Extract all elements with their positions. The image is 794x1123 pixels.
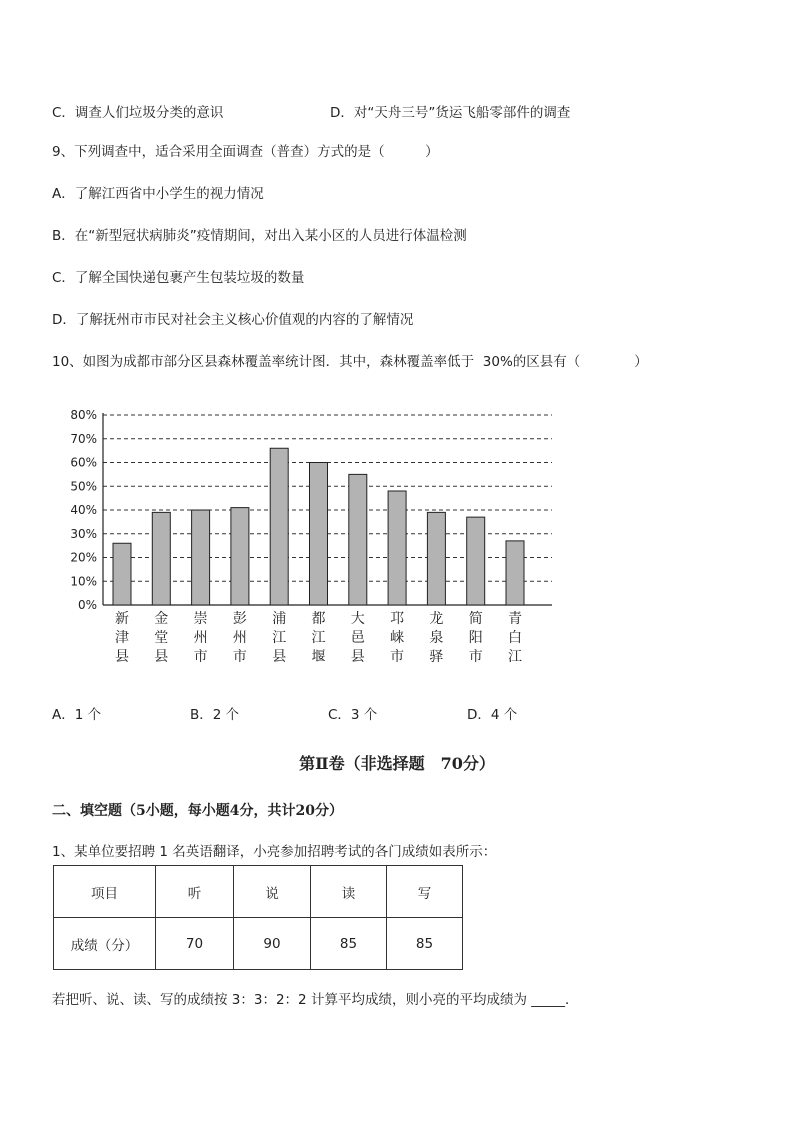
table-cell: 写	[387, 866, 463, 918]
x-tick-label: 彭州市	[232, 611, 247, 665]
bar	[506, 541, 524, 605]
q9-option-a: A．了解江西省中小学生的视力情况	[52, 186, 264, 202]
table-cell: 90	[234, 918, 311, 970]
y-tick-label: 30%	[70, 526, 97, 541]
score-table	[53, 865, 463, 970]
bar	[231, 508, 249, 605]
x-tick-label: 邛崃市	[390, 611, 405, 665]
table-cell: 读	[311, 866, 387, 918]
bar	[152, 512, 170, 605]
table-cell: 项目	[54, 866, 156, 918]
y-tick-label: 0%	[77, 598, 97, 612]
table-cell: 说	[234, 866, 311, 918]
bar	[192, 510, 210, 605]
q9-option-d: D．了解抚州市市民对社会主义核心价值观的内容的了解情况	[52, 312, 414, 328]
q10-option-a: A．1 个	[52, 707, 102, 723]
q10-option-d: D．4 个	[467, 707, 518, 723]
q9-option-c: C．了解全国快递包裹产生包装垃圾的数量	[52, 270, 305, 286]
fill-q1-question: 若把听、说、读、写的成绩按 3：3：2：2 计算平均成绩，则小亮的平均成绩为 _____．	[52, 992, 579, 1008]
q10-option-c: C．3 个	[328, 707, 378, 723]
table-cell: 听	[156, 866, 234, 918]
fill-q1-stem: 1、某单位要招聘 1 名英语翻译，小亮参加招聘考试的各门成绩如表所示：	[52, 844, 497, 860]
x-tick-label: 简阳市	[468, 611, 483, 665]
x-tick-label: 都江堰	[311, 611, 326, 665]
table-header-row	[54, 866, 463, 918]
y-tick-label: 10%	[70, 574, 97, 589]
forest-coverage-chart	[60, 405, 570, 675]
x-tick-label: 大邑县	[350, 611, 365, 665]
table-row	[54, 918, 463, 970]
x-tick-label: 新津县	[115, 611, 129, 665]
bar	[310, 463, 328, 606]
q8-option-c: C．调查人们垃圾分类的意识	[52, 105, 224, 121]
q10-option-b: B．2 个	[190, 707, 240, 723]
bar	[349, 474, 367, 605]
bar	[427, 512, 445, 605]
y-tick-label: 70%	[70, 431, 97, 446]
table-cell: 70	[156, 918, 234, 970]
bar	[467, 517, 485, 605]
bar	[270, 448, 288, 605]
y-tick-label: 60%	[70, 455, 97, 470]
q9-option-b: B．在“新型冠状病肺炎”疫情期间，对出入某小区的人员进行体温检测	[52, 228, 467, 244]
table-cell: 85	[311, 918, 387, 970]
bar	[388, 491, 406, 605]
y-tick-label: 40%	[70, 503, 97, 517]
x-tick-label: 青白江	[508, 611, 522, 665]
q10-stem: 10、如图为成都市部分区县森林覆盖率统计图．其中，森林覆盖率低于 30%的区县有（ ）	[52, 354, 648, 370]
q9-stem: 9、下列调查中，适合采用全面调查（普查）方式的是（ ）	[52, 144, 439, 160]
bar	[113, 543, 131, 605]
x-tick-label: 龙泉驿	[429, 611, 444, 665]
section-heading: 二、填空题（5小题，每小题4分，共计20分）	[52, 803, 343, 819]
q8-option-d: D．对“天舟三号”货运飞船零部件的调查	[330, 105, 571, 121]
x-tick-label: 金堂县	[154, 611, 169, 665]
table-cell: 85	[387, 918, 463, 970]
part2-title: 第Ⅱ卷（非选择题 70分）	[299, 754, 495, 773]
y-tick-label: 50%	[70, 479, 97, 494]
table-cell: 成绩（分）	[54, 918, 156, 970]
y-tick-label: 20%	[70, 550, 97, 565]
x-tick-label: 崇州市	[193, 611, 208, 665]
x-tick-label: 浦江县	[272, 611, 287, 665]
y-tick-label: 80%	[70, 408, 97, 422]
